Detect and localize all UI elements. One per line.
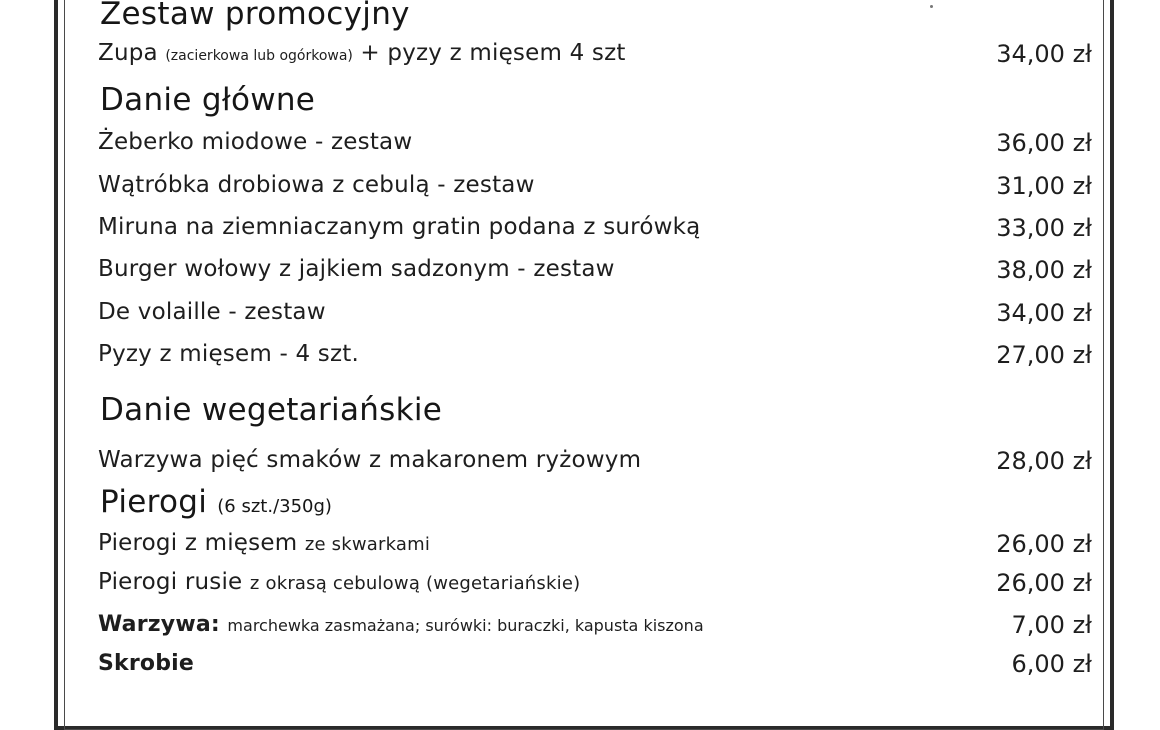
section-title-promo: Zestaw promocyjny: [100, 0, 410, 32]
section-title-veg: Danie wegetariańskie: [100, 392, 443, 428]
item-name: Zupa: [98, 40, 158, 66]
menu-item-main-4: Burger wołowy z jajkiem sadzonym - zestaw: [98, 256, 615, 282]
section-title-pierogi-note: (6 szt./350g): [217, 496, 332, 517]
paper-speck: [930, 5, 933, 8]
item-extra: z okrasą cebulową (wegetariańskie): [249, 573, 581, 594]
menu-item-sides-1: [98, 611, 704, 637]
item-desc: marchewka zasmażana; surówki: buraczki, kapusta kiszona: [227, 616, 704, 635]
menu-item-sides-2: [98, 650, 194, 676]
price-sides-1: 7,00 zł: [1011, 611, 1092, 639]
price-promo: 34,00 zł: [996, 40, 1092, 68]
price-pierogi-2: 26,00 zł: [996, 569, 1092, 597]
menu-item-veg-1: Warzywa pięć smaków z makaronem ryżowym: [98, 447, 642, 473]
item-name: Pierogi z mięsem: [98, 530, 298, 556]
price-main-5: 34,00 zł: [996, 299, 1092, 327]
menu-item-pierogi-2: [98, 569, 580, 595]
item-name: Pierogi rusie: [98, 569, 243, 595]
item-note: (zacierkowa lub ogórkowa): [165, 48, 353, 64]
price-main-2: 31,00 zł: [996, 172, 1092, 200]
price-main-4: 38,00 zł: [996, 256, 1092, 284]
menu-item-main-1: Żeberko miodowe - zestaw: [98, 129, 413, 155]
item-extra: ze skwarkami: [304, 534, 431, 555]
section-title-pierogi: [100, 484, 332, 520]
price-main-3: 33,00 zł: [996, 214, 1092, 242]
section-title-pierogi-text: Pierogi: [100, 484, 208, 520]
menu-item-pierogi-1: [98, 530, 430, 556]
item-name: Skrobie: [98, 651, 195, 676]
price-veg-1: 28,00 zł: [996, 447, 1092, 475]
price-sides-2: 6,00 zł: [1011, 650, 1092, 678]
item-rest: + pyzy z mięsem 4 szt: [360, 40, 626, 66]
menu-item-main-2: Wątróbka drobiowa z cebulą - zestaw: [98, 172, 535, 198]
menu-item-main-5: De volaille - zestaw: [98, 299, 326, 325]
price-main-1: 36,00 zł: [996, 129, 1092, 157]
menu-item-main-3: Miruna na ziemniaczanym gratin podana z surówką: [98, 214, 701, 240]
item-name: Warzywa:: [98, 612, 220, 637]
price-pierogi-1: 26,00 zł: [996, 530, 1092, 558]
menu-item-main-6: Pyzy z mięsem - 4 szt.: [98, 341, 359, 367]
price-main-6: 27,00 zł: [996, 341, 1092, 369]
section-title-main: Danie główne: [100, 82, 316, 118]
menu-item-promo: [98, 40, 626, 66]
